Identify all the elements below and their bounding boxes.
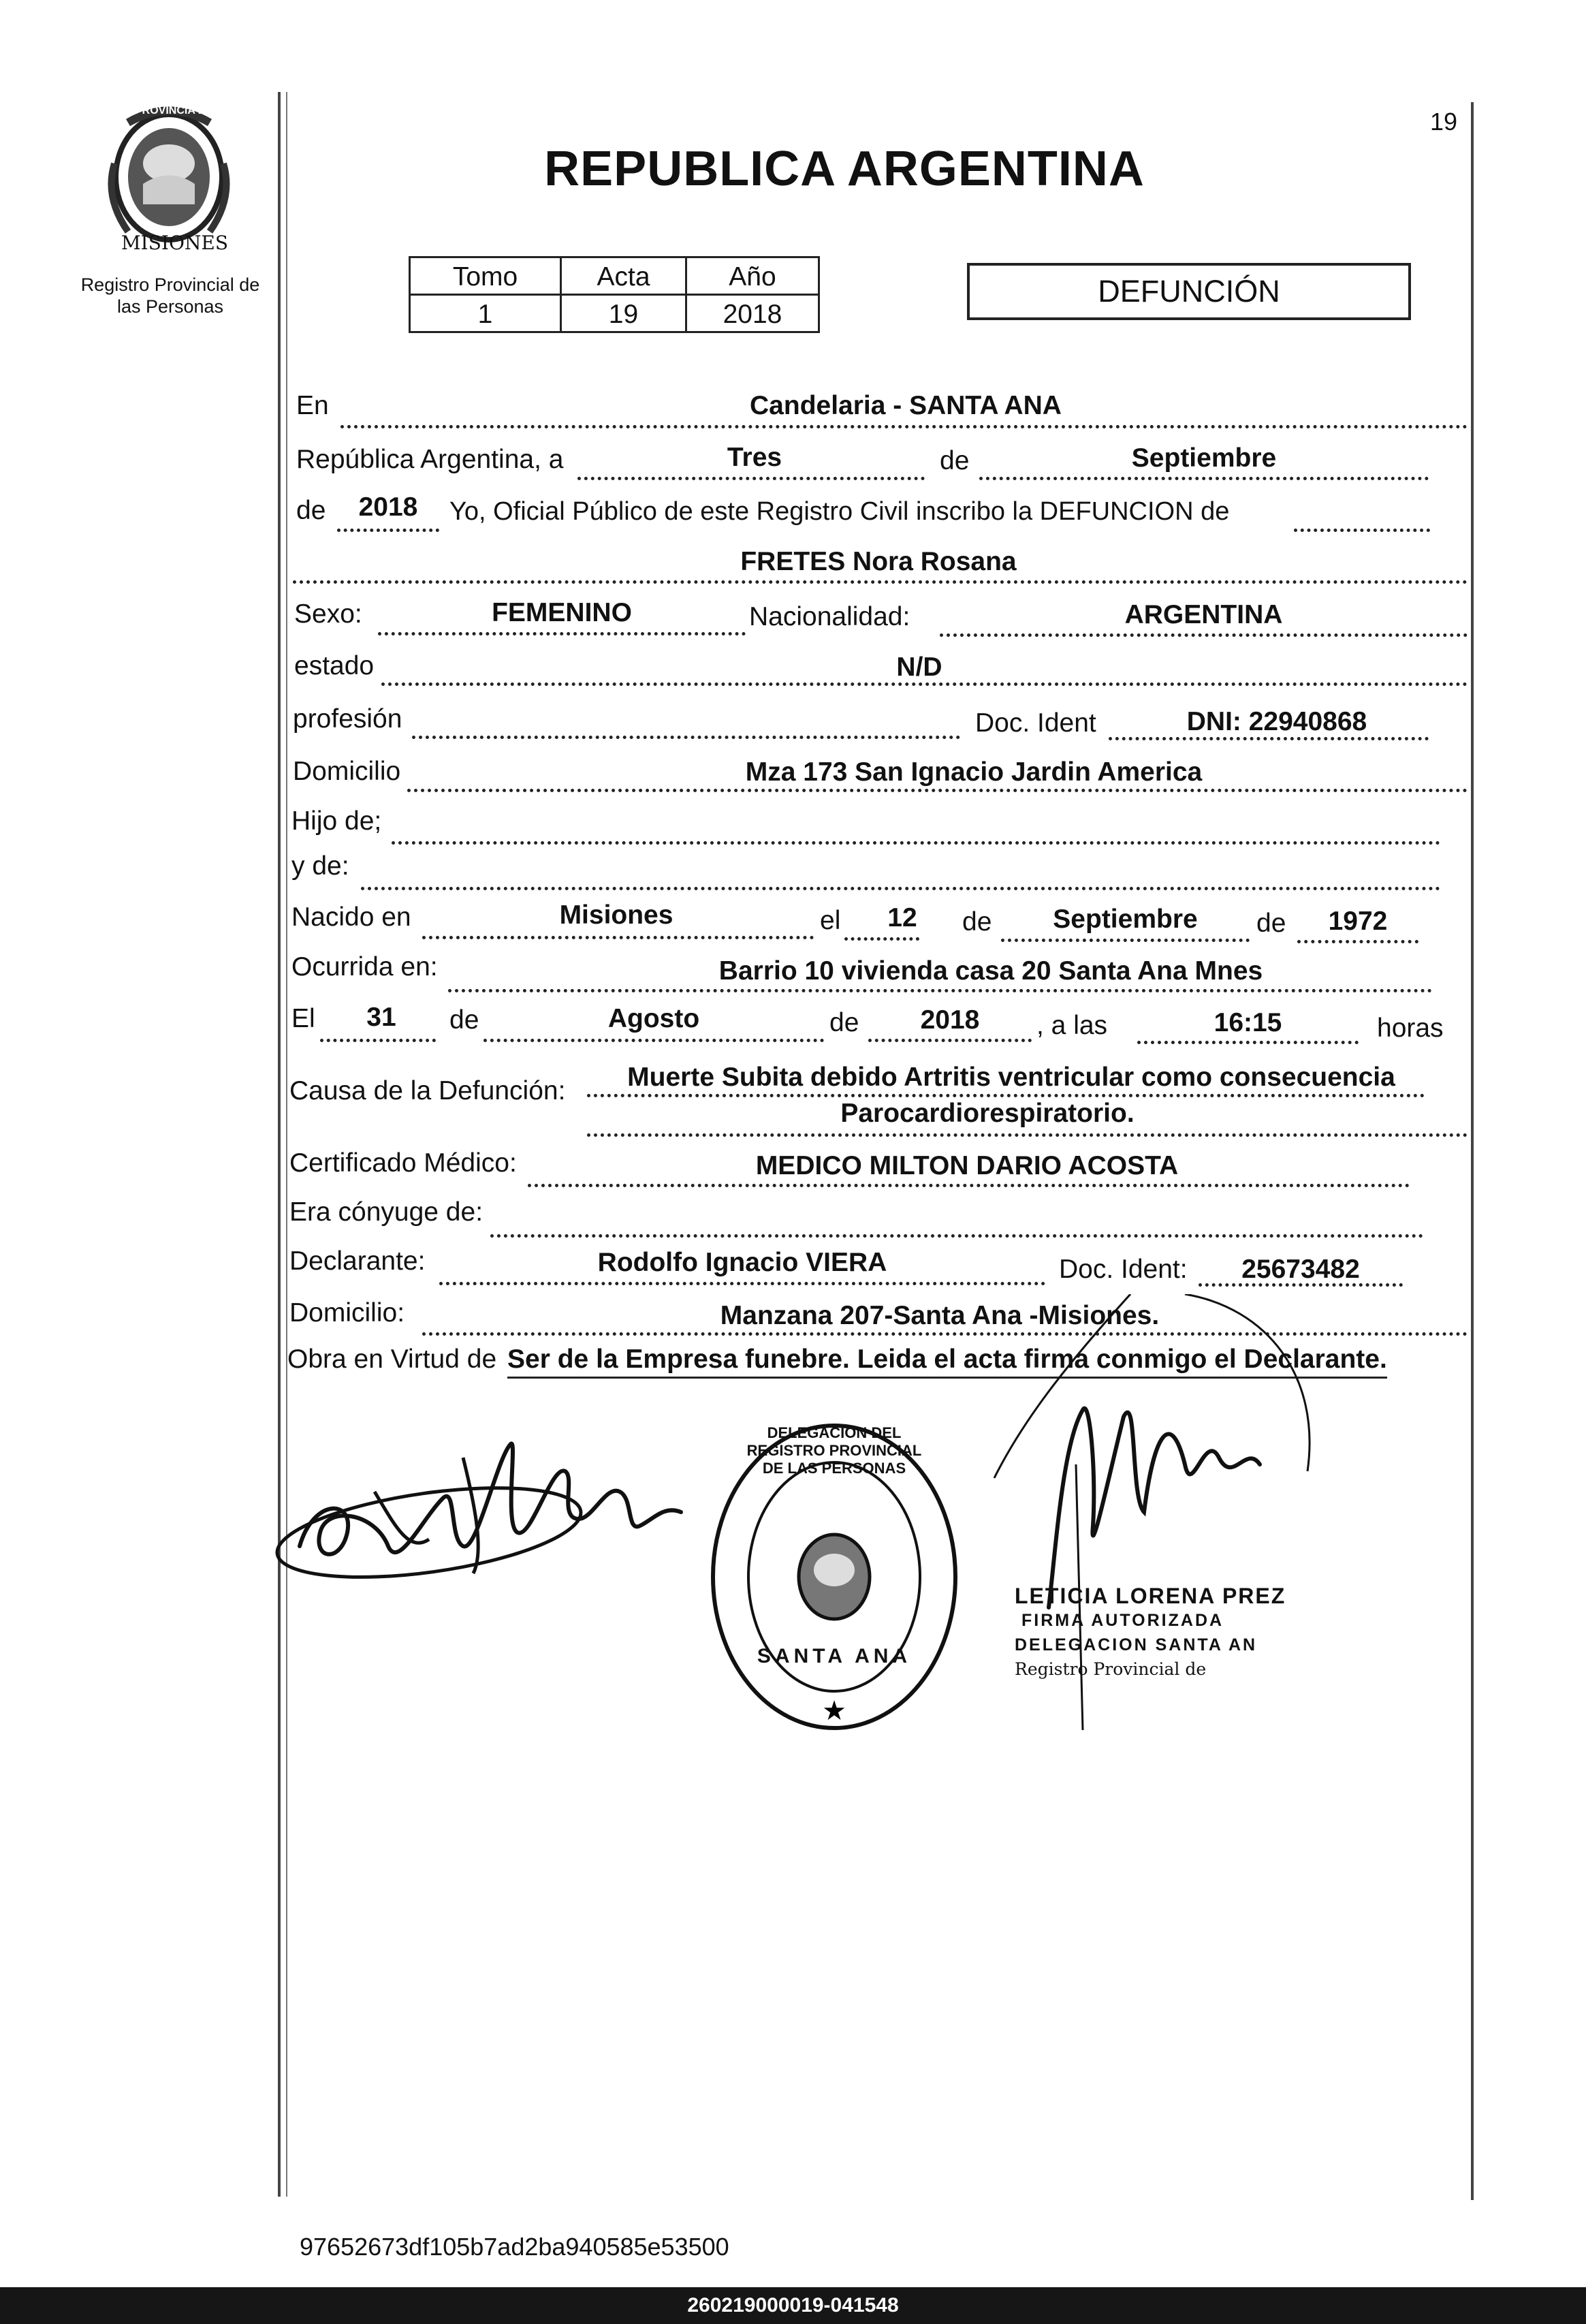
de-label: de — [940, 446, 970, 475]
sexo-dots — [378, 632, 746, 635]
yde-dots — [361, 887, 1440, 890]
nacido-label: Nacido en — [291, 902, 411, 932]
causa-label: Causa de la Defunción: — [289, 1076, 566, 1105]
table-header-tomo: Tomo — [409, 256, 562, 296]
birth-de-label-1: de — [962, 907, 992, 937]
birth-year: 1972 — [1328, 907, 1388, 936]
registry-name — [68, 274, 272, 317]
birth-year-dots — [1297, 940, 1418, 943]
sexo-label: Sexo: — [294, 599, 362, 629]
domicilio-value: Mza 173 San Ignacio Jardin America — [745, 757, 1203, 787]
declarante-value: Rodolfo Ignacio VIERA — [597, 1248, 887, 1277]
table-header-anio: Año — [685, 256, 820, 296]
yde-label: y de: — [291, 851, 349, 881]
nacionalidad-value: ARGENTINA — [1124, 600, 1283, 629]
death-time: 16:15 — [1214, 1008, 1282, 1037]
nacido-dots — [422, 936, 814, 939]
death-year-dots — [868, 1039, 1032, 1042]
registry-line-1: Registro Provincial de — [80, 274, 260, 295]
estado-dots — [381, 682, 1468, 686]
left-margin-line-2 — [286, 92, 287, 2197]
stamp-bottom-text: SANTA ANA — [757, 1645, 912, 1667]
death-day-dots — [320, 1039, 436, 1042]
nacionalidad-dots — [940, 633, 1468, 637]
doc-ident-dots — [1109, 737, 1429, 740]
en-value: Candelaria - SANTA ANA — [750, 391, 1062, 420]
day-value: Tres — [727, 443, 782, 472]
death-year: 2018 — [920, 1005, 980, 1035]
birth-month: Septiembre — [1053, 905, 1198, 934]
delegation-stamp — [708, 1420, 960, 1733]
birth-month-dots — [1001, 939, 1250, 942]
el-label-2: El — [291, 1004, 315, 1033]
certificado-value: MEDICO MILTON DARIO ACOSTA — [755, 1151, 1179, 1180]
year-value: 2018 — [358, 492, 418, 522]
conyuge-dots — [490, 1234, 1423, 1238]
ocurrida-dots — [448, 989, 1432, 992]
nacionalidad-label: Nacionalidad: — [749, 602, 910, 631]
domicilio-dots — [407, 789, 1468, 792]
ocurrida-value: Barrio 10 vivienda casa 20 Santa Ana Mnes — [718, 956, 1263, 986]
page-number: 19 — [1430, 108, 1458, 136]
table-header-acta: Acta — [560, 256, 687, 296]
table-value-anio: 2018 — [685, 294, 820, 333]
official-signature — [981, 1294, 1335, 1730]
death-month-dots — [483, 1039, 824, 1042]
official-stamp-text — [1015, 1584, 1321, 1682]
causa-dots-2 — [587, 1133, 1468, 1137]
certificado-label: Certificado Médico: — [289, 1148, 517, 1178]
birth-de-label-2: de — [1256, 909, 1286, 938]
left-margin-line — [278, 92, 281, 2197]
declarante-dots — [439, 1282, 1045, 1285]
sexo-value: FEMENINO — [492, 598, 632, 627]
domicilio-2-label: Domicilio: — [289, 1298, 405, 1328]
doc-ident-2-value: 25673482 — [1241, 1255, 1360, 1284]
profesion-label: profesión — [293, 704, 402, 734]
hijo-dots — [392, 841, 1440, 845]
day-dots — [577, 477, 925, 480]
inscribo-dots — [1294, 529, 1430, 532]
estado-label: estado — [294, 651, 375, 680]
year-dots — [337, 529, 439, 532]
ocurrida-label: Ocurrida en: — [291, 952, 438, 982]
doc-ident-label: Doc. Ident — [975, 708, 1096, 738]
provincial-seal-logo — [101, 102, 237, 259]
el-label: el — [820, 906, 841, 935]
seal-top-text: PROVINCIA DE — [135, 105, 213, 116]
causa-line-1: Muerte Subita debido Artritis ventricular como consecuencia — [627, 1063, 1395, 1092]
declarant-signature — [272, 1417, 722, 1594]
alas-label: , a las — [1036, 1011, 1108, 1040]
act-type-label: DEFUNCIÓN — [1098, 274, 1280, 309]
official-name: LETICIA LORENA PREZ — [1015, 1584, 1286, 1608]
death-month: Agosto — [607, 1004, 700, 1033]
conyuge-label: Era cónyuge de: — [289, 1197, 483, 1227]
seal-bottom-text: MISIONES — [121, 232, 229, 254]
footer-bar — [0, 2287, 1586, 2324]
estado-value: N/D — [896, 653, 942, 682]
name-dots — [293, 580, 1468, 584]
horas-label: horas — [1377, 1014, 1444, 1043]
official-delegation: DELEGACION SANTA AN — [1015, 1635, 1258, 1654]
month-value: Septiembre — [1131, 443, 1277, 473]
declarante-label: Declarante: — [289, 1246, 426, 1276]
death-de-label-1: de — [449, 1005, 479, 1035]
obra-label: Obra en Virtud de — [287, 1345, 497, 1374]
en-label: En — [296, 391, 329, 420]
certificado-dots — [528, 1184, 1410, 1187]
obra-value: Ser de la Empresa funebre. Leida el acta firma conmigo el Declarante. — [507, 1346, 1387, 1379]
right-margin-line — [1471, 102, 1474, 2200]
act-type-box — [967, 263, 1411, 320]
nacido-value: Misiones — [559, 900, 673, 930]
en-dots — [340, 425, 1468, 428]
birth-day-dots — [844, 937, 919, 941]
document-id: 260219000019-041548 — [687, 2294, 899, 2317]
de-label-2: de — [296, 496, 326, 525]
doc-ident-2-label: Doc. Ident: — [1059, 1255, 1188, 1284]
official-role: FIRMA AUTORIZADA — [1021, 1611, 1224, 1630]
death-time-dots — [1137, 1041, 1359, 1044]
stamp-ring-text: DELEGACION DEL REGISTRO PROVINCIAL DE LAS PERSONAS — [746, 1424, 922, 1477]
svg-text:★: ★ — [822, 1695, 846, 1727]
domicilio-2-value: Manzana 207-Santa Ana -Misiones. — [720, 1301, 1160, 1330]
death-day: 31 — [366, 1003, 396, 1032]
hijo-label: Hijo de; — [291, 806, 382, 836]
document-hash: 97652673df105b7ad2ba940585e53500 — [300, 2233, 729, 2261]
deceased-name: FRETES Nora Rosana — [740, 547, 1017, 576]
death-de-label-2: de — [829, 1008, 859, 1037]
page-title: REPUBLICA ARGENTINA — [544, 142, 1145, 196]
birth-day: 12 — [887, 903, 917, 932]
domicilio-label: Domicilio — [293, 757, 401, 786]
month-dots — [979, 477, 1429, 480]
table-value-acta: 19 — [560, 294, 687, 333]
profesion-dots — [412, 736, 960, 739]
inscribo-text: Yo, Oficial Público de este Registro Civil inscribo la DEFUNCION de — [449, 497, 1230, 526]
republica-label: República Argentina, a — [296, 445, 564, 474]
table-value-tomo: 1 — [409, 294, 562, 333]
doc-ident-value: DNI: 22940868 — [1186, 707, 1367, 736]
registry-line-2: las Personas — [116, 296, 224, 317]
official-registry: Registro Provincial de — [1015, 1659, 1207, 1679]
causa-dots-1 — [587, 1094, 1425, 1097]
causa-line-2: Parocardiorespiratorio. — [840, 1099, 1135, 1128]
